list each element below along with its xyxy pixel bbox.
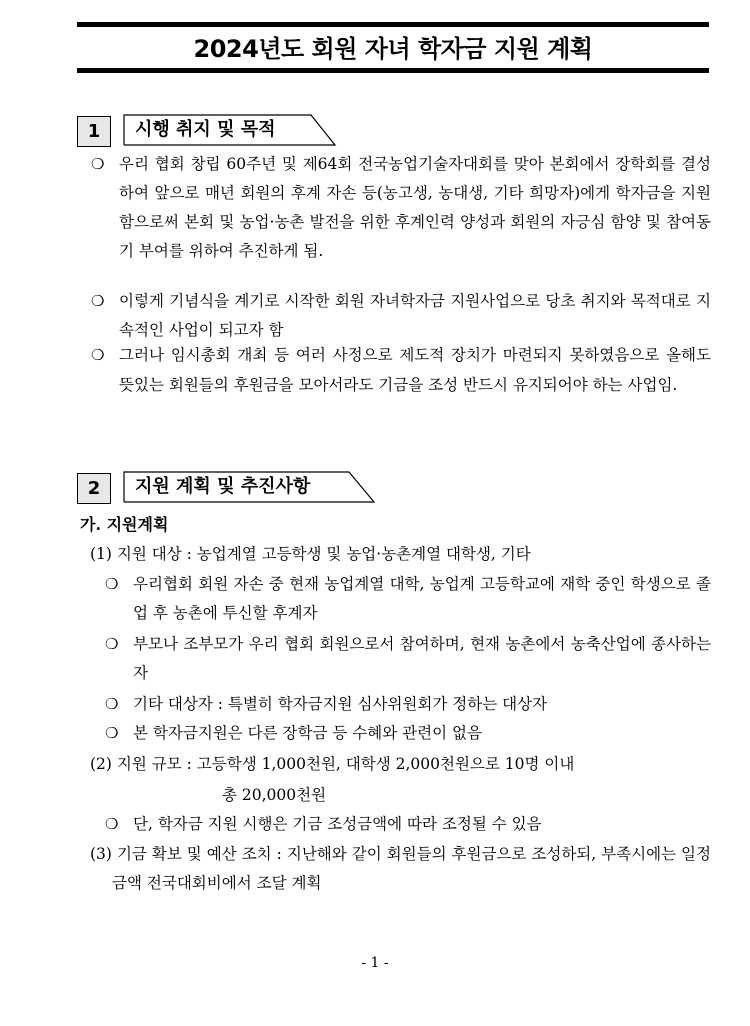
circle-bullet-icon: ❍ [91, 155, 105, 173]
support-target-bullet-2-text: 부모나 조부모가 우리 협회 회원으로서 참여하며, 현재 농촌에서 농축산업에 종사하는 자 [133, 635, 711, 682]
fund-budget-item [90, 840, 711, 898]
title-bottom-rule [77, 68, 709, 73]
page-title: 2024년도 회원 자녀 학자금 지원 계획 [193, 35, 593, 63]
support-scale-bullet-1 [105, 810, 711, 839]
circle-bullet-icon: ❍ [105, 695, 119, 713]
page-number: - 1 - [361, 955, 389, 971]
section-1-item-2-text: 이렇게 기념식을 계기로 시작한 회원 자녀학자금 지원사업으로 당초 취지와 목적대로 지속적인 사업이 되고자 함 [119, 292, 711, 339]
section-1-item-1 [91, 150, 711, 266]
section-2-heading-tab [123, 471, 378, 503]
section-1-item-3 [91, 340, 711, 400]
section-1-item-2 [91, 287, 711, 345]
section-1-number: 1 [77, 116, 111, 147]
support-target-bullet-4-text: 본 학자금지원은 다른 장학금 등 수혜와 관련이 없음 [133, 724, 482, 742]
section-1-heading: 시행 취지 및 목적 [135, 119, 276, 140]
circle-bullet-icon: ❍ [91, 346, 105, 364]
section-2-number: 2 [77, 473, 111, 504]
support-target-bullet-2 [105, 630, 711, 688]
support-target-bullet-1 [105, 570, 711, 628]
support-scale-total: 총 20,000천원 [222, 786, 327, 804]
fund-budget-text: (3) 기금 확보 및 예산 조치 : 지난해와 같이 회원들의 후원금으로 조성하되, 부족시에는 일정 금액 전국대회비에서 조달 계획 [90, 845, 711, 892]
support-target-bullet-1-text: 우리협회 회원 자손 중 현재 농업계열 대학, 농업계 고등학교에 재학 중인 학생으로 졸업 후 농촌에 투신할 후계자 [133, 575, 711, 622]
support-target-bullet-3 [105, 690, 711, 719]
section-1-item-3-text: 그러나 임시총회 개최 등 여러 사정으로 제도적 장치가 마련되지 못하였음으로 올해도 뜻있는 회원들의 후원금을 모아서라도 기금을 조성 반드시 유지되어야 하는 사업임. [119, 346, 711, 394]
section-1-heading-tab [123, 114, 338, 146]
circle-bullet-icon: ❍ [105, 815, 119, 833]
support-scale-bullet-1-text: 단, 학자금 지원 시행은 기금 조성금액에 따라 조정될 수 있음 [133, 815, 542, 833]
section-2-subheading: 가. 지원계획 [80, 515, 169, 534]
circle-bullet-icon: ❍ [91, 292, 105, 310]
section-2-heading: 지원 계획 및 추진사항 [135, 476, 311, 497]
section-1-item-1-text: 우리 협회 창립 60주년 및 제64회 전국농업기술자대회를 맞아 본회에서 장학회를 결성하여 앞으로 매년 회원의 후계 자손 등(농고생, 농대생, 기타 희망자)에게 학자금을 지원함으로써 본회 및 농업·농촌 발전을 위한 후계인력 양성과 회원의 자긍심 함양 및 참여동기 부여를 위하여 추진하게 됨. [119, 155, 711, 260]
circle-bullet-icon: ❍ [105, 575, 119, 593]
circle-bullet-icon: ❍ [105, 635, 119, 653]
support-target-title: (1) 지원 대상 : 농업계열 고등학생 및 농업·농촌계열 대학생, 기타 [90, 545, 531, 563]
support-target-bullet-3-text: 기타 대상자 : 특별히 학자금지원 심사위원회가 정하는 대상자 [133, 695, 548, 713]
support-scale-title: (2) 지원 규모 : 고등학생 1,000천원, 대학생 2,000천원으로 10명 이내 [90, 755, 575, 773]
circle-bullet-icon: ❍ [105, 724, 119, 742]
title-top-rule [77, 22, 709, 27]
support-target-bullet-4 [105, 719, 711, 748]
